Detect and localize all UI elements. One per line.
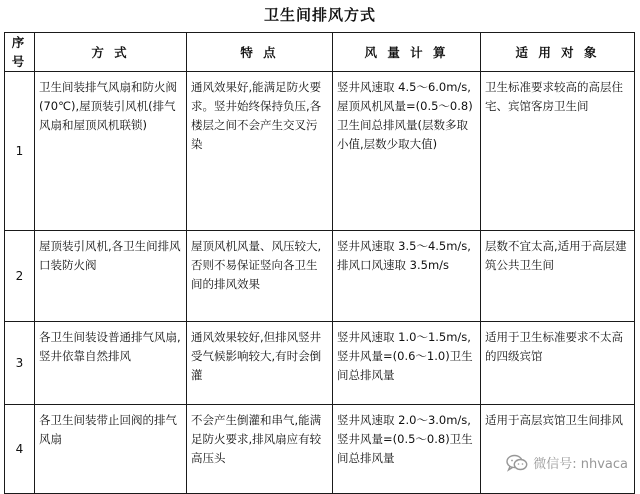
row-number: 2 bbox=[5, 231, 35, 322]
header-method: 方 式 bbox=[35, 33, 187, 72]
method-cell: 卫生间装排气风扇和防火阀(70℃),屋顶装引风机(排气风扇和屋顶风机联锁) bbox=[35, 72, 187, 231]
row-number: 1 bbox=[5, 72, 35, 231]
watermark-text: 微信号: nhvaca bbox=[533, 457, 628, 472]
method-cell: 各卫生间装设普通排气风扇,竖井依靠自然排风 bbox=[35, 322, 187, 405]
table-row bbox=[5, 322, 635, 405]
table-row bbox=[5, 231, 635, 322]
target-cell: 卫生标准要求较高的高层住宅、宾馆客房卫生间 bbox=[481, 72, 635, 231]
header-no: 序号 bbox=[5, 33, 35, 72]
table-row bbox=[5, 72, 635, 231]
calc-cell: 竖井风速取 1.0～1.5m/s,竖井风量=(0.6～1.0)卫生间总排风量 bbox=[333, 322, 481, 405]
method-cell: 屋顶装引风机,各卫生间排风口装防火阀 bbox=[35, 231, 187, 322]
header-target: 适 用 对 象 bbox=[481, 33, 635, 72]
feature-cell: 不会产生倒灌和串气,能满足防火要求,排风扇应有较高压头 bbox=[187, 405, 333, 494]
table-header-row bbox=[5, 33, 635, 72]
feature-cell: 通风效果好,能满足防火要求。竖井始终保持负压,各楼层之间不会产生交叉污染 bbox=[187, 72, 333, 231]
header-feature: 特 点 bbox=[187, 33, 333, 72]
target-cell: 适用于卫生标准要求不太高的四级宾馆 bbox=[481, 322, 635, 405]
header-calc: 风 量 计 算 bbox=[333, 33, 481, 72]
row-number: 3 bbox=[5, 322, 35, 405]
wechat-icon bbox=[506, 454, 528, 472]
ventilation-table bbox=[4, 32, 635, 494]
target-cell: 层数不宜太高,适用于高层建筑公共卫生间 bbox=[481, 231, 635, 322]
method-cell: 各卫生间装带止回阀的排气风扇 bbox=[35, 405, 187, 494]
calc-cell: 竖井风速取 2.0～3.0m/s,竖井风量=(0.5～0.8)卫生间总排风量 bbox=[333, 405, 481, 494]
row-number: 4 bbox=[5, 405, 35, 494]
page-title: 卫生间排风方式 bbox=[263, 6, 376, 24]
calc-cell: 竖井风速取 3.5～4.5m/s,排风口风速取 3.5m/s bbox=[333, 231, 481, 322]
table-row bbox=[5, 405, 635, 494]
watermark bbox=[506, 453, 628, 472]
target-cell: 适用于高层宾馆卫生间排风 bbox=[481, 405, 635, 494]
calc-cell: 竖井风速取 4.5～6.0m/s,屋顶风机风量=(0.5～0.8)卫生间总排风量(层数多取小值,层数少取大值) bbox=[333, 72, 481, 231]
feature-cell: 通风效果较好,但排风竖井受气候影响较大,有时会倒灌 bbox=[187, 322, 333, 405]
feature-cell: 屋顶风机风量、风压较大,否则不易保证竖向各卫生间的排风效果 bbox=[187, 231, 333, 322]
